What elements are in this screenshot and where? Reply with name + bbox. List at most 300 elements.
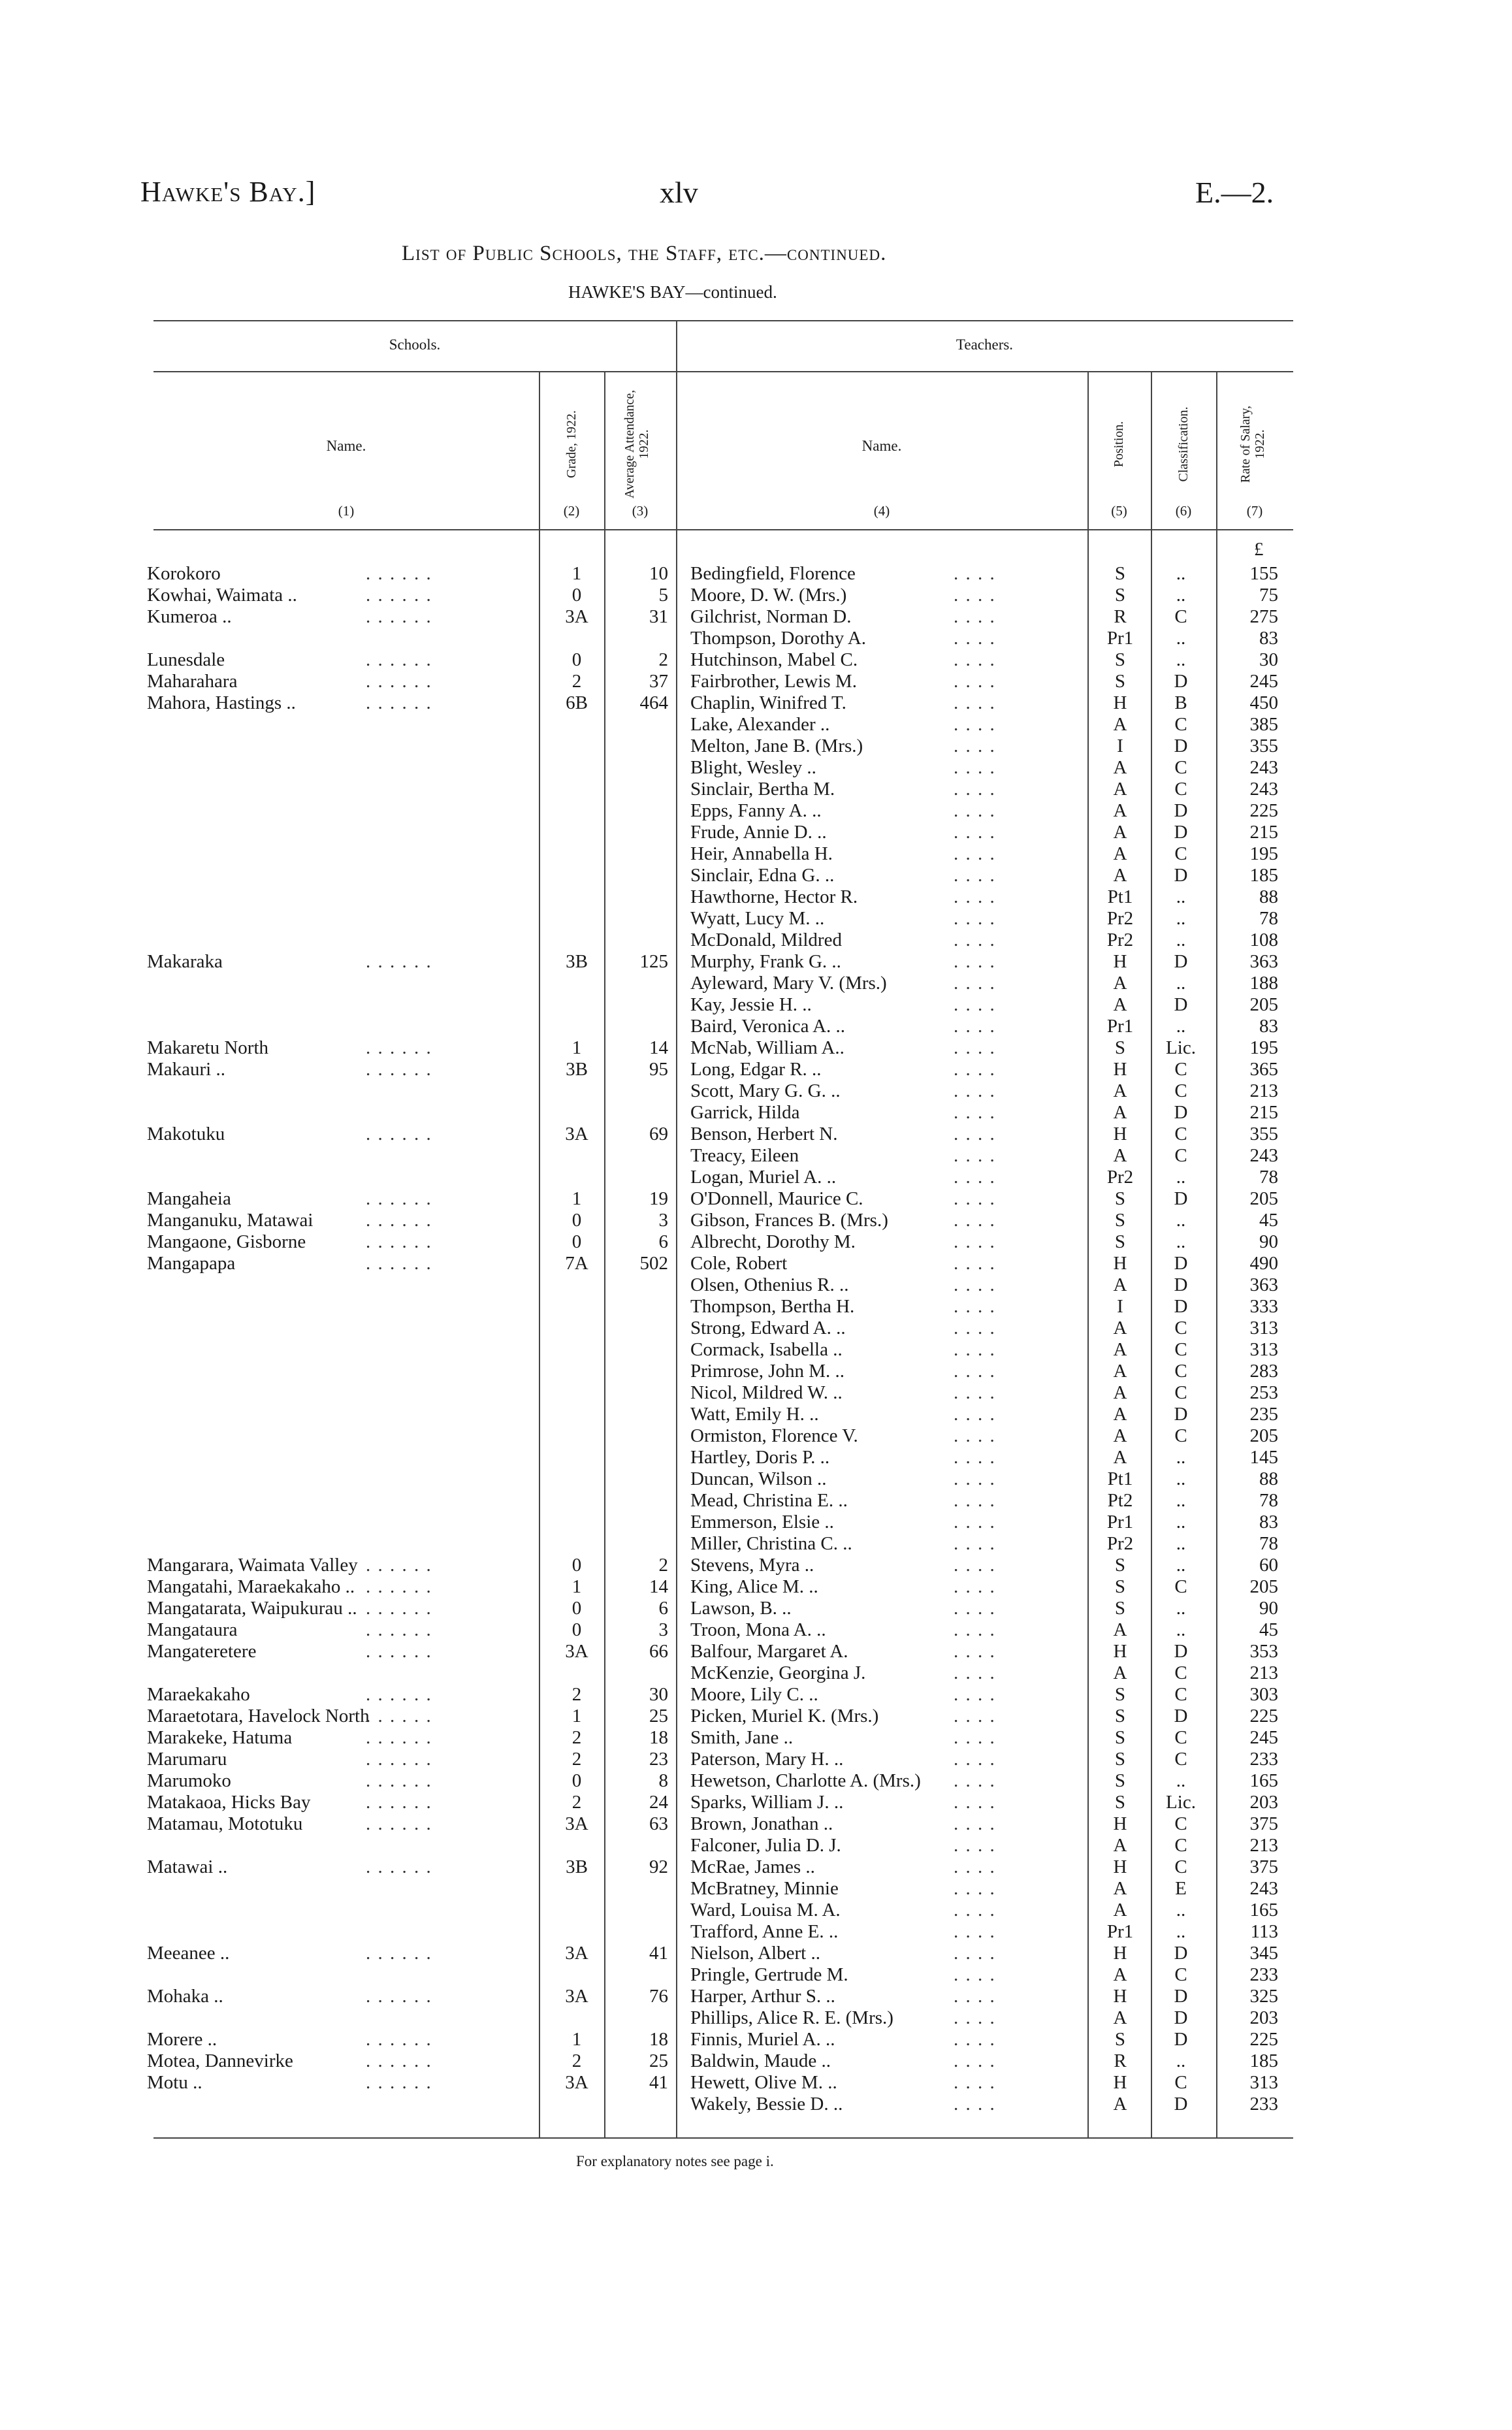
salary-cell: 363 — [1249, 951, 1278, 972]
leader-dots: . . . . — [954, 1813, 996, 1834]
salary-cell: 225 — [1249, 2029, 1278, 2050]
teacher-name-cell: Gilchrist, Norman D. — [690, 606, 852, 627]
classification-cell: D — [1174, 865, 1188, 886]
leader-dots: . . . . . . — [366, 1059, 432, 1080]
classification-cell: C — [1174, 1382, 1187, 1403]
leader-dots: . . . . — [954, 908, 996, 929]
position-cell: A — [1113, 1145, 1127, 1166]
school-name-cell: Matamau, Mototuku — [147, 1813, 303, 1834]
teacher-name-cell: Baldwin, Maude .. — [690, 2050, 831, 2071]
position-cell: Pr2 — [1106, 1533, 1134, 1554]
teacher-name-cell: Heir, Annabella H. — [690, 843, 833, 864]
teacher-name-cell: Baird, Veronica A. .. — [690, 1016, 846, 1037]
teacher-name-cell: Ward, Louisa M. A. — [690, 1900, 841, 1920]
teacher-name-cell: Olsen, Othenius R. .. — [690, 1274, 849, 1295]
leader-dots: . . . . . . — [366, 649, 432, 670]
teacher-name-cell: Kay, Jessie H. .. — [690, 994, 812, 1015]
salary-cell: 78 — [1259, 1490, 1278, 1511]
grade-cell: 3A — [565, 606, 588, 627]
group-header-rule — [153, 371, 1293, 372]
leader-dots: . . . . — [954, 1706, 996, 1726]
position-cell: S — [1114, 1749, 1126, 1770]
position-cell: H — [1113, 1641, 1127, 1662]
classification-cell: .. — [1176, 2050, 1186, 2071]
teacher-name-cell: Ayleward, Mary V. (Mrs.) — [690, 973, 887, 994]
school-name-cell: Korokoro — [147, 563, 221, 584]
classification-cell: .. — [1176, 1900, 1186, 1920]
table-row — [0, 822, 1512, 843]
leader-dots: . . . . — [954, 822, 996, 843]
salary-cell: 90 — [1259, 1598, 1278, 1619]
teacher-name-cell: Emmerson, Elsie .. — [690, 1512, 834, 1532]
classification-cell: C — [1174, 779, 1187, 800]
classification-cell: C — [1174, 1835, 1187, 1856]
grade-cell: 1 — [571, 1037, 582, 1058]
position-cell: S — [1114, 1231, 1126, 1252]
teacher-name-cell: Benson, Herbert N. — [690, 1124, 838, 1144]
school-name-cell: Mangapapa — [147, 1253, 236, 1274]
salary-cell: 213 — [1249, 1080, 1278, 1101]
salary-cell: 235 — [1249, 1404, 1278, 1425]
position-cell: S — [1114, 585, 1126, 606]
teacher-name-cell: King, Alice M. .. — [690, 1576, 818, 1597]
teacher-name-cell: Melton, Jane B. (Mrs.) — [690, 736, 863, 756]
leader-dots: . . . . — [954, 973, 996, 994]
table-row — [0, 1576, 1512, 1598]
table-row — [0, 1533, 1512, 1555]
table-row — [0, 714, 1512, 736]
grade-cell: 1 — [571, 1188, 582, 1209]
teacher-name-cell: Cormack, Isabella .. — [690, 1339, 843, 1360]
leader-dots: . . . . — [954, 757, 996, 778]
page-number: xlv — [660, 176, 698, 209]
position-cell: H — [1113, 2072, 1127, 2093]
teacher-name-cell: Pringle, Gertrude M. — [690, 1964, 848, 1985]
position-cell: H — [1113, 1124, 1127, 1144]
leader-dots: . . . . — [954, 1792, 996, 1813]
salary-cell: 30 — [1259, 649, 1278, 670]
leader-dots: . . . . — [954, 1986, 996, 2007]
position-cell: S — [1114, 1727, 1126, 1748]
salary-cell: 205 — [1249, 1425, 1278, 1446]
classification-cell: .. — [1176, 1921, 1186, 1942]
position-cell: Pt1 — [1107, 886, 1133, 907]
teacher-name-cell: Phillips, Alice R. E. (Mrs.) — [690, 2007, 893, 2028]
position-cell: A — [1113, 1662, 1127, 1683]
classification-cell: Lic. — [1166, 1792, 1196, 1813]
position-cell: Pr1 — [1106, 1921, 1134, 1942]
leader-dots: . . . . — [954, 1619, 996, 1640]
leader-dots: . . . . — [954, 1231, 996, 1252]
position-cell: A — [1113, 865, 1127, 886]
leader-dots: . . . . . . — [366, 1619, 432, 1640]
teacher-name-cell: Murphy, Frank G. .. — [690, 951, 841, 972]
teacher-name-cell: Sinclair, Bertha M. — [690, 779, 835, 800]
table-row — [0, 973, 1512, 994]
leader-dots: . . . . — [954, 1555, 996, 1576]
classification-cell: C — [1174, 1059, 1187, 1080]
column-header-rule — [153, 529, 1293, 530]
table-row — [0, 757, 1512, 779]
leader-dots: . . . . — [954, 1856, 996, 1877]
salary-cell: 165 — [1249, 1770, 1278, 1791]
position-cell: A — [1113, 1835, 1127, 1856]
table-row — [0, 886, 1512, 908]
attendance-cell: 18 — [649, 1727, 668, 1748]
classification-cell: D — [1174, 1943, 1188, 1964]
leader-dots: . . . . . . — [366, 1555, 432, 1576]
grade-cell: 0 — [571, 1555, 582, 1576]
classification-cell: D — [1174, 2029, 1188, 2050]
table-row — [0, 649, 1512, 671]
salary-cell: 355 — [1249, 1124, 1278, 1144]
salary-cell: 78 — [1259, 1167, 1278, 1188]
salary-cell: 243 — [1249, 757, 1278, 778]
salary-cell: 88 — [1259, 1468, 1278, 1489]
salary-cell: 365 — [1249, 1059, 1278, 1080]
classification-cell: D — [1174, 1253, 1188, 1274]
classification-cell: D — [1174, 671, 1188, 692]
salary-cell: 205 — [1249, 1576, 1278, 1597]
teacher-name-cell: Miller, Christina C. .. — [690, 1533, 852, 1554]
position-cell: A — [1113, 973, 1127, 994]
classification-cell: .. — [1176, 1468, 1186, 1489]
teacher-name-cell: Nicol, Mildred W. .. — [690, 1382, 843, 1403]
grade-cell: 0 — [571, 1210, 582, 1231]
salary-cell: 188 — [1249, 973, 1278, 994]
leader-dots: . . . . — [954, 1102, 996, 1123]
grade-cell: 3A — [565, 2072, 588, 2093]
salary-cell: 353 — [1249, 1641, 1278, 1662]
table-row — [0, 1856, 1512, 1878]
salary-cell: 345 — [1249, 1943, 1278, 1964]
position-cell: A — [1113, 1619, 1127, 1640]
table-row — [0, 1167, 1512, 1188]
position-cell: S — [1114, 671, 1126, 692]
footnote: For explanatory notes see page i. — [576, 2153, 774, 2169]
teacher-name-cell: Cole, Robert — [690, 1253, 788, 1274]
classification-cell: .. — [1176, 908, 1186, 929]
position-cell: A — [1113, 1425, 1127, 1446]
leader-dots: . . . . . . — [366, 585, 432, 606]
teacher-name-cell: Lawson, B. .. — [690, 1598, 792, 1619]
grade-cell: 2 — [571, 2050, 582, 2071]
leader-dots: . . . . — [954, 1727, 996, 1748]
leader-dots: . . . . . . — [366, 1598, 432, 1619]
table-row — [0, 1684, 1512, 1706]
classification-cell: C — [1174, 1339, 1187, 1360]
salary-cell: 283 — [1249, 1361, 1278, 1382]
salary-cell: 243 — [1249, 779, 1278, 800]
teachers-group-header: Teachers. — [956, 336, 1014, 353]
teacher-name-cell: Garrick, Hilda — [690, 1102, 800, 1123]
attendance-cell: 19 — [649, 1188, 668, 1209]
salary-cell: 83 — [1259, 1512, 1278, 1532]
leader-dots: . . . . . . — [366, 2029, 432, 2050]
attendance-cell: 41 — [649, 2072, 668, 2093]
grade-cell: 2 — [571, 1749, 582, 1770]
table-top-rule — [153, 320, 1293, 321]
classification-cell: C — [1174, 1318, 1187, 1338]
grade-cell: 3B — [566, 1059, 588, 1080]
table-row — [0, 1555, 1512, 1576]
leader-dots: . . . . — [954, 1167, 996, 1188]
position-cell: A — [1113, 1878, 1127, 1899]
leader-dots: . . . . — [954, 800, 996, 821]
leader-dots: . . . . . . — [366, 606, 432, 627]
leader-dots: . . . . — [954, 2094, 996, 2114]
col-number-4: (4) — [873, 503, 890, 519]
teacher-name-cell: Balfour, Margaret A. — [690, 1641, 848, 1662]
table-row — [0, 1339, 1512, 1361]
leader-dots: . . . . — [954, 1770, 996, 1791]
school-name-cell: Meeanee .. — [147, 1943, 230, 1964]
classification-cell: D — [1174, 994, 1188, 1015]
salary-cell: 45 — [1259, 1619, 1278, 1640]
leader-dots: . . . . — [954, 1318, 996, 1338]
classification-cell: .. — [1176, 886, 1186, 907]
leader-dots: . . . . . . — [366, 1037, 432, 1058]
table-row — [0, 1231, 1512, 1253]
salary-cell: 233 — [1249, 2094, 1278, 2114]
table-row — [0, 1016, 1512, 1037]
school-name-cell: Maharahara — [147, 671, 238, 692]
classification-cell: .. — [1176, 563, 1186, 584]
position-cell: I — [1117, 736, 1123, 756]
leader-dots: . . . . — [954, 1490, 996, 1511]
leader-dots: . . . . — [954, 951, 996, 972]
teacher-name-cell: Ormiston, Florence V. — [690, 1425, 858, 1446]
salary-cell: 213 — [1249, 1835, 1278, 1856]
table-row — [0, 1813, 1512, 1835]
leader-dots: . . . . — [954, 1339, 996, 1360]
table-row — [0, 1102, 1512, 1124]
teacher-name-cell: Scott, Mary G. G. .. — [690, 1080, 841, 1101]
teacher-name-cell: Blight, Wesley .. — [690, 757, 816, 778]
position-cell: Pt2 — [1107, 1490, 1133, 1511]
col-number-5: (5) — [1111, 503, 1127, 519]
classification-cell: D — [1174, 1102, 1188, 1123]
leader-dots: . . . . . . — [366, 2072, 432, 2093]
leader-dots: . . . . . . — [366, 563, 432, 584]
classification-cell: .. — [1176, 1512, 1186, 1532]
teacher-name-cell: Thompson, Bertha H. — [690, 1296, 855, 1317]
table-row — [0, 2050, 1512, 2072]
table-row — [0, 800, 1512, 822]
teacher-name-cell: Wyatt, Lucy M. .. — [690, 908, 825, 929]
salary-cell: 225 — [1249, 1706, 1278, 1726]
leader-dots: . . . . — [954, 1900, 996, 1920]
grade-cell: 7A — [565, 1253, 588, 1274]
attendance-cell: 3 — [658, 1210, 668, 1231]
table-row — [0, 1490, 1512, 1512]
salary-cell: 205 — [1249, 994, 1278, 1015]
school-name-cell: Motu .. — [147, 2072, 202, 2093]
attendance-cell: 502 — [639, 1253, 668, 1274]
classification-cell: C — [1174, 1964, 1187, 1985]
grade-cell: 1 — [571, 1706, 582, 1726]
position-cell: Pr2 — [1106, 930, 1134, 950]
classification-cell: .. — [1176, 973, 1186, 994]
grade-cell: 3A — [565, 1943, 588, 1964]
classification-cell: D — [1174, 1296, 1188, 1317]
leader-dots: . . . . — [954, 1576, 996, 1597]
position-cell: Pt1 — [1107, 1468, 1133, 1489]
position-cell: Pr1 — [1106, 628, 1134, 649]
position-cell: S — [1114, 2029, 1126, 2050]
teacher-name-cell: Mead, Christina E. .. — [690, 1490, 848, 1511]
attendance-cell: 23 — [649, 1749, 668, 1770]
position-cell: S — [1114, 1770, 1126, 1791]
leader-dots: . . . . — [954, 1037, 996, 1058]
leader-dots: . . . . — [954, 1253, 996, 1274]
attendance-cell: 2 — [658, 649, 668, 670]
position-cell: S — [1114, 1792, 1126, 1813]
salary-cell: 490 — [1249, 1253, 1278, 1274]
table-row — [0, 1253, 1512, 1274]
school-name-cell: Mangaone, Gisborne — [147, 1231, 306, 1252]
leader-dots: . . . . — [954, 1361, 996, 1382]
table-row — [0, 1447, 1512, 1468]
leader-dots: . . . . — [954, 1080, 996, 1101]
school-name-cell: Lunesdale — [147, 649, 225, 670]
grade-cell: 0 — [571, 1598, 582, 1619]
salary-cell: 185 — [1249, 865, 1278, 886]
grade-cell: 3A — [565, 1641, 588, 1662]
classification-cell: .. — [1176, 1016, 1186, 1037]
table-row — [0, 1835, 1512, 1856]
classification-cell: C — [1174, 1662, 1187, 1683]
classification-cell: C — [1174, 1684, 1187, 1705]
leader-dots: . . . . — [954, 1124, 996, 1144]
table-row — [0, 908, 1512, 930]
leader-dots: . . . . — [954, 994, 996, 1015]
salary-cell: 245 — [1249, 1727, 1278, 1748]
leader-dots: . . . . — [954, 886, 996, 907]
position-cell: S — [1114, 1210, 1126, 1231]
teacher-name-cell: Epps, Fanny A. .. — [690, 800, 822, 821]
salary-cell: 90 — [1259, 1231, 1278, 1252]
position-cell: A — [1113, 714, 1127, 735]
salary-cell: 215 — [1249, 822, 1278, 843]
grade-cell: 0 — [571, 1619, 582, 1640]
salary-cell: 385 — [1249, 714, 1278, 735]
leader-dots: . . . . — [954, 1533, 996, 1554]
attendance-cell: 92 — [649, 1856, 668, 1877]
classification-cell: .. — [1176, 1231, 1186, 1252]
table-row — [0, 1943, 1512, 1964]
leader-dots: . . . . — [954, 1404, 996, 1425]
position-cell: A — [1113, 1102, 1127, 1123]
attendance-cell: 25 — [649, 2050, 668, 2071]
position-header: Position. — [1112, 421, 1126, 468]
classification-cell: .. — [1176, 628, 1186, 649]
leader-dots: . . . . — [954, 1382, 996, 1403]
salary-cell: 75 — [1259, 585, 1278, 606]
position-cell: A — [1113, 843, 1127, 864]
salary-cell: 243 — [1249, 1878, 1278, 1899]
classification-cell: .. — [1176, 1598, 1186, 1619]
salary-cell: 108 — [1249, 930, 1278, 950]
salary-cell: 363 — [1249, 1274, 1278, 1295]
leader-dots: . . . . — [954, 1188, 996, 1209]
school-name-cell: Mahora, Hastings .. — [147, 692, 296, 713]
salary-cell: 83 — [1259, 628, 1278, 649]
grade-cell: 0 — [571, 649, 582, 670]
table-row — [0, 671, 1512, 692]
grade-cell: 3A — [565, 1124, 588, 1144]
position-cell: I — [1117, 1296, 1123, 1317]
school-name-cell: Marumoko — [147, 1770, 231, 1791]
table-row — [0, 1770, 1512, 1792]
grade-cell: 3B — [566, 1856, 588, 1877]
leader-dots: . . . . — [954, 606, 996, 627]
table-row — [0, 2007, 1512, 2029]
col-number-1: (1) — [338, 503, 355, 519]
school-name-cell: Kumeroa .. — [147, 606, 232, 627]
classification-cell: D — [1174, 1641, 1188, 1662]
salary-cell: 88 — [1259, 886, 1278, 907]
classification-cell: C — [1174, 1124, 1187, 1144]
leader-dots: . . . . . . — [366, 1210, 432, 1231]
school-name-cell: Mangatarata, Waipukurau .. — [147, 1598, 357, 1619]
leader-dots: . . . . — [954, 2050, 996, 2071]
position-cell: Pr1 — [1106, 1512, 1134, 1532]
classification-cell: C — [1174, 1080, 1187, 1101]
leader-dots: . . . . — [954, 865, 996, 886]
classification-cell: .. — [1176, 585, 1186, 606]
salary-cell: 275 — [1249, 606, 1278, 627]
leader-dots: . . . . — [954, 779, 996, 800]
classification-cell: .. — [1176, 1490, 1186, 1511]
table-row — [0, 1468, 1512, 1490]
table-row — [0, 1037, 1512, 1059]
leader-dots: . . . . — [954, 714, 996, 735]
leader-dots: . . . . — [954, 1878, 996, 1899]
leader-dots: . . . . . . — [366, 1770, 432, 1791]
position-cell: H — [1113, 1253, 1127, 1274]
teacher-name-cell: Smith, Jane .. — [690, 1727, 794, 1748]
school-name-cell: Mangaheia — [147, 1188, 231, 1209]
leader-dots: . . . . — [954, 930, 996, 950]
teacher-name-cell: Gibson, Frances B. (Mrs.) — [690, 1210, 888, 1231]
classification-cell: D — [1174, 2007, 1188, 2028]
school-name-cell: Mangarara, Waimata Valley — [147, 1555, 358, 1576]
position-cell: A — [1113, 1318, 1127, 1338]
table-row — [0, 1727, 1512, 1749]
table-row — [0, 628, 1512, 649]
grade-cell: 3B — [566, 951, 588, 972]
leader-dots: . . . . — [954, 628, 996, 649]
salary-cell: 245 — [1249, 671, 1278, 692]
position-cell: S — [1114, 1598, 1126, 1619]
position-cell: A — [1113, 822, 1127, 843]
attendance-cell: 10 — [649, 563, 668, 584]
leader-dots: . . . . — [954, 2007, 996, 2028]
classification-cell: C — [1174, 1145, 1187, 1166]
salary-cell: 303 — [1249, 1684, 1278, 1705]
teacher-name-cell: Hartley, Doris P. .. — [690, 1447, 830, 1468]
teacher-name-cell: Albrecht, Dorothy M. — [690, 1231, 856, 1252]
grade-header: Grade, 1922. — [564, 410, 579, 478]
leader-dots: . . . . . . — [366, 1188, 432, 1209]
classification-cell: C — [1174, 1425, 1187, 1446]
leader-dots: . . . . — [954, 1598, 996, 1619]
leader-dots: . . . . — [954, 671, 996, 692]
classification-cell: C — [1174, 843, 1187, 864]
table-row — [0, 779, 1512, 800]
position-cell: A — [1113, 1382, 1127, 1403]
